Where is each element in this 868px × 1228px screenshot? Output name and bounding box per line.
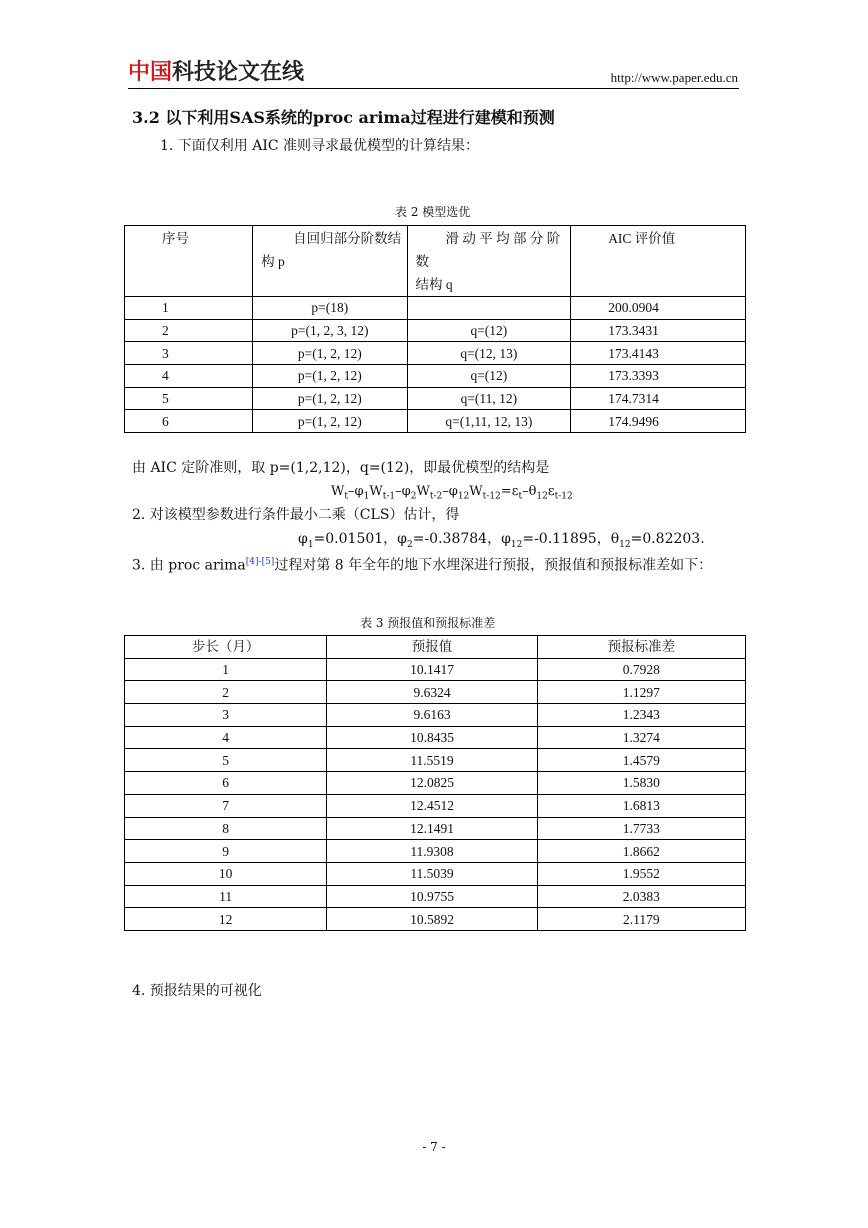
cell-index: 5 [125, 387, 253, 410]
table-row [125, 410, 746, 433]
cell-step: 11 [125, 885, 327, 908]
cell-aic: 174.7314 [571, 387, 746, 410]
cell-aic: 173.4143 [571, 342, 746, 365]
table-row [125, 840, 746, 863]
cell-forecast: 12.1491 [327, 817, 537, 840]
cell-ma: q=(12, 13) [407, 342, 571, 365]
header-ar-line2: 构 p [261, 254, 285, 269]
table-row [125, 862, 746, 885]
header-ma-line1: 滑 动 平 均 部 分 阶 数 [415, 231, 561, 269]
cell-std-error: 1.2343 [537, 704, 745, 727]
cell-aic: 173.3431 [571, 319, 746, 342]
parameter-estimates: $\varphi_1=0.01501$，$\varphi_2=-0.38784$，$\varphi_{12}=-0.11895$，$\theta_{12}=0.82203$. [298, 531, 705, 550]
table-row [125, 681, 746, 704]
cell-aic: 200.0904 [571, 297, 746, 320]
cell-forecast: 10.8435 [327, 726, 537, 749]
cell-forecast: 11.5039 [327, 862, 537, 885]
table-row [125, 704, 746, 727]
cell-std-error: 2.1179 [537, 908, 745, 931]
header-forecast: 预报值 [327, 636, 537, 659]
cell-forecast: 10.9755 [327, 885, 537, 908]
header-ma-order [407, 226, 571, 297]
logo-red-text: 中国 [128, 60, 173, 85]
paragraph-aic-intro: 1. 下面仅利用 AIC 准则寻求最优模型的计算结果： [160, 138, 480, 154]
cell-step: 1 [125, 658, 327, 681]
header-divider [128, 88, 739, 89]
table-header-row [125, 636, 746, 659]
cell-step: 6 [125, 772, 327, 795]
table-row [125, 658, 746, 681]
cell-forecast: 10.5892 [327, 908, 537, 931]
table-header-row [125, 226, 746, 297]
header-std-error: 预报标准差 [537, 636, 745, 659]
cell-std-error: 1.5830 [537, 772, 745, 795]
cell-ma: q=(12) [407, 365, 571, 388]
section-title: 3.2 以下利用SAS系统的proc arima过程进行建模和预测 [132, 108, 555, 127]
table-row [125, 342, 746, 365]
header-index: 序号 [125, 226, 253, 297]
cell-step: 5 [125, 749, 327, 772]
site-logo [128, 60, 304, 86]
cell-aic: 173.3393 [571, 365, 746, 388]
cell-step: 3 [125, 704, 327, 727]
cell-ar: p=(18) [253, 297, 407, 320]
cell-step: 7 [125, 794, 327, 817]
cell-std-error: 1.1297 [537, 681, 745, 704]
cell-ma: q=(12) [407, 319, 571, 342]
cell-step: 8 [125, 817, 327, 840]
table-row [125, 794, 746, 817]
cell-ar: p=(1, 2, 12) [253, 365, 407, 388]
table-row [125, 365, 746, 388]
table-row [125, 817, 746, 840]
cell-forecast: 11.9308 [327, 840, 537, 863]
header-url: http://www.paper.edu.cn [610, 70, 738, 85]
cell-std-error: 2.0383 [537, 885, 745, 908]
cell-step: 10 [125, 862, 327, 885]
header-ar-order [253, 226, 407, 297]
logo-dark-text: 科技论文在线 [172, 60, 305, 85]
cell-std-error: 1.9552 [537, 862, 745, 885]
cell-index: 2 [125, 319, 253, 342]
cell-forecast: 9.6163 [327, 704, 537, 727]
cell-forecast: 12.0825 [327, 772, 537, 795]
table-row [125, 908, 746, 931]
cell-ma: q=(11, 12) [407, 387, 571, 410]
cell-ar: p=(1, 2, 3, 12) [253, 319, 407, 342]
page-number: - 7 - [422, 1140, 446, 1154]
table-row [125, 387, 746, 410]
table2-caption: 表 2 模型选优 [395, 205, 471, 219]
cell-forecast: 12.4512 [327, 794, 537, 817]
table-row [125, 749, 746, 772]
cell-forecast: 11.5519 [327, 749, 537, 772]
table-row [125, 297, 746, 320]
cell-std-error: 1.3274 [537, 726, 745, 749]
cell-ar: p=(1, 2, 12) [253, 387, 407, 410]
model-selection-table [124, 225, 746, 433]
forecast-table [124, 635, 746, 931]
table-row [125, 726, 746, 749]
cell-aic: 174.9496 [571, 410, 746, 433]
table-row [125, 772, 746, 795]
cell-step: 2 [125, 681, 327, 704]
header-step: 步长（月） [125, 636, 327, 659]
citation-link[interactable]: [4]-[5] [245, 557, 275, 567]
cell-ar: p=(1, 2, 12) [253, 342, 407, 365]
cell-std-error: 1.6813 [537, 794, 745, 817]
cell-ma [407, 297, 571, 320]
paragraph-forecast: 3. 由 proc arima[4]-[5]过程对第 8 年全年的地下水埋深进行预报，预报值和预报标准差如下： [132, 557, 713, 574]
cell-forecast: 10.1417 [327, 658, 537, 681]
cell-step: 12 [125, 908, 327, 931]
header-ma-line2: 结构 q [415, 277, 453, 292]
paragraph-cls: 2. 对该模型参数进行条件最小二乘（CLS）估计，得 [132, 507, 460, 523]
cell-std-error: 0.7928 [537, 658, 745, 681]
model-formula: $W_t-\varphi_1W_{t-1}-\varphi_2W_{t-2}-\varphi_{12}W_{t-12}=\varepsilon_t-\theta_{12}\varepsilon_{t-12}$ [331, 484, 573, 502]
cell-step: 4 [125, 726, 327, 749]
cell-index: 4 [125, 365, 253, 388]
cell-index: 6 [125, 410, 253, 433]
cell-ar: p=(1, 2, 12) [253, 410, 407, 433]
paragraph-aic-result: 由 AIC 定阶准则，取 p=(1,2,12)，q=(12)，即最优模型的结构是 [132, 460, 550, 476]
table3-caption: 表 3 预报值和预报标准差 [360, 616, 496, 630]
table-row [125, 885, 746, 908]
cell-std-error: 1.8662 [537, 840, 745, 863]
cell-ma: q=(1,11, 12, 13) [407, 410, 571, 433]
cell-std-error: 1.7733 [537, 817, 745, 840]
cell-forecast: 9.6324 [327, 681, 537, 704]
cell-step: 9 [125, 840, 327, 863]
cell-index: 1 [125, 297, 253, 320]
table-row [125, 319, 746, 342]
cell-index: 3 [125, 342, 253, 365]
paragraph-visualization: 4. 预报结果的可视化 [132, 983, 262, 999]
header-ar-line1: 自回归部分阶数结 [293, 231, 402, 246]
cell-std-error: 1.4579 [537, 749, 745, 772]
header-aic: AIC 评价值 [571, 226, 746, 297]
